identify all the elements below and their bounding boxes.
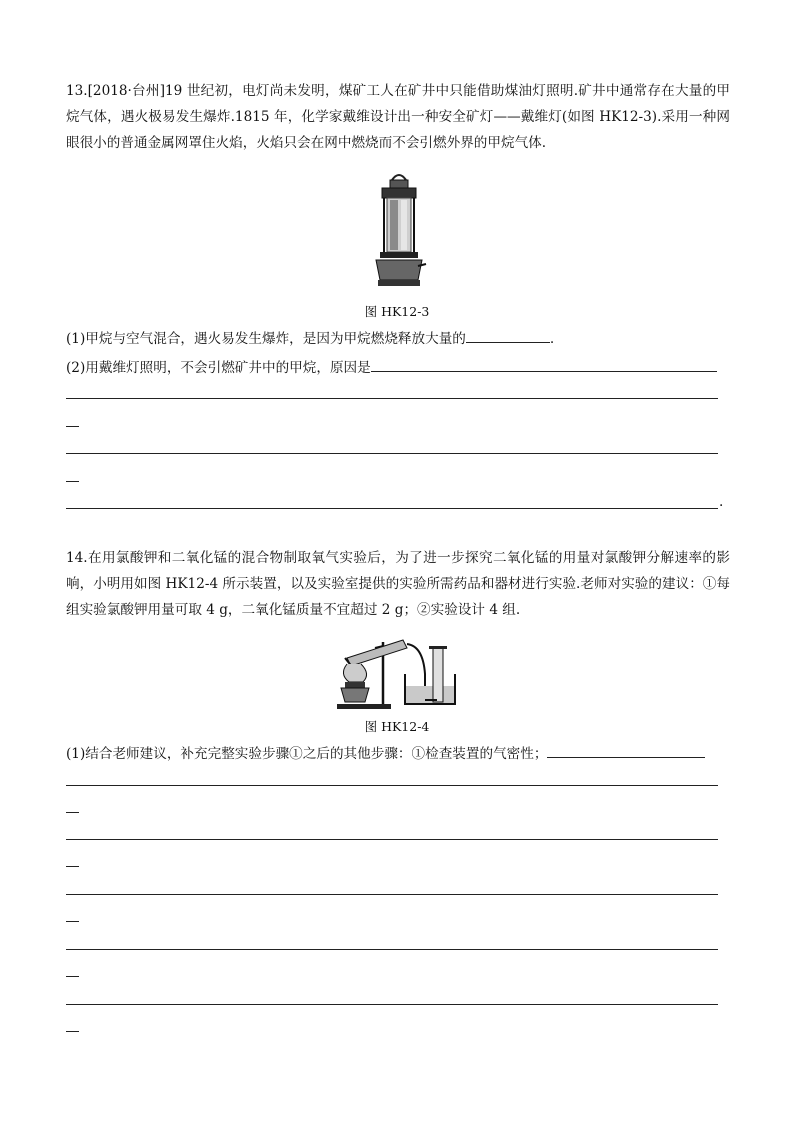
q14-dash-4 <box>66 976 79 977</box>
q13-sub1 <box>66 328 554 349</box>
figure-caption-hk12-4: 图 HK12-4 <box>364 719 430 734</box>
q14-stem: 14.在用氯酸钾和二氧化锰的混合物制取氧气实验后，为了进一步探究二氧化锰的用量对氯酸钾分解速率的影响，小明用如图 HK12-4 所示装置，以及实验室提供的实验所需药品和器材进行实验.老师对实验的建议：①每组实验氯酸钾用量可取 4 g，二氧化锰质量不宜超过 2 g；②实验设计 4 组. <box>66 550 730 618</box>
q13-sub1-blank[interactable] <box>466 328 550 343</box>
q13-sub1-end: . <box>549 331 555 347</box>
q14-sub1-text: (1)结合老师建议，补充完整实验步骤①之后的其他步骤：①检查装置的气密性； <box>66 746 548 762</box>
figure-caption-hk12-3: 图 HK12-3 <box>364 304 430 319</box>
q14-sub1-blank[interactable] <box>547 743 705 758</box>
q14-sub1 <box>66 743 705 764</box>
q13-answer-line-3[interactable] <box>66 508 718 509</box>
q13-end-period: . <box>719 494 724 510</box>
q13-sub2-text: (2)用戴维灯照明，不会引燃矿井中的甲烷，原因是 <box>66 360 371 376</box>
q14-answer-line-1[interactable] <box>66 785 718 786</box>
q13-dash-1 <box>66 426 79 427</box>
q14-answer-line-2[interactable] <box>66 839 718 840</box>
q14-answer-line-5[interactable] <box>66 1004 718 1005</box>
q13-stem: 13.[2018·台州]19 世纪初，电灯尚未发明，煤矿工人在矿井中只能借助煤油灯照明.矿井中通常存在大量的甲烷气体，遇火极易发生爆炸.1815 年，化学家戴维设计出一种安全矿灯——戴维灯(如图 HK12-3).采用一种网眼很小的普通金属网罩住火焰，火焰只会在网中燃烧而不会引燃外界的甲烷气体. <box>66 83 730 151</box>
q14-dash-2 <box>66 866 79 867</box>
q14-dash-3 <box>66 921 79 922</box>
q13-answer-line-1[interactable] <box>66 398 718 399</box>
q14-dash-5 <box>66 1031 79 1032</box>
davy-lamp-icon <box>368 170 430 292</box>
q13-sub2-blank[interactable] <box>371 357 717 372</box>
q14-answer-line-3[interactable] <box>66 894 718 895</box>
q14-answer-line-4[interactable] <box>66 949 718 950</box>
q13-answer-line-2[interactable] <box>66 453 718 454</box>
q13-dash-2 <box>66 481 79 482</box>
q13-sub1-text: (1)甲烷与空气混合，遇火易发生爆炸，是因为甲烷燃烧释放大量的 <box>66 331 466 347</box>
q13-sub2 <box>66 357 717 378</box>
oxygen-apparatus-icon <box>333 634 461 710</box>
q14-dash-1 <box>66 812 79 813</box>
